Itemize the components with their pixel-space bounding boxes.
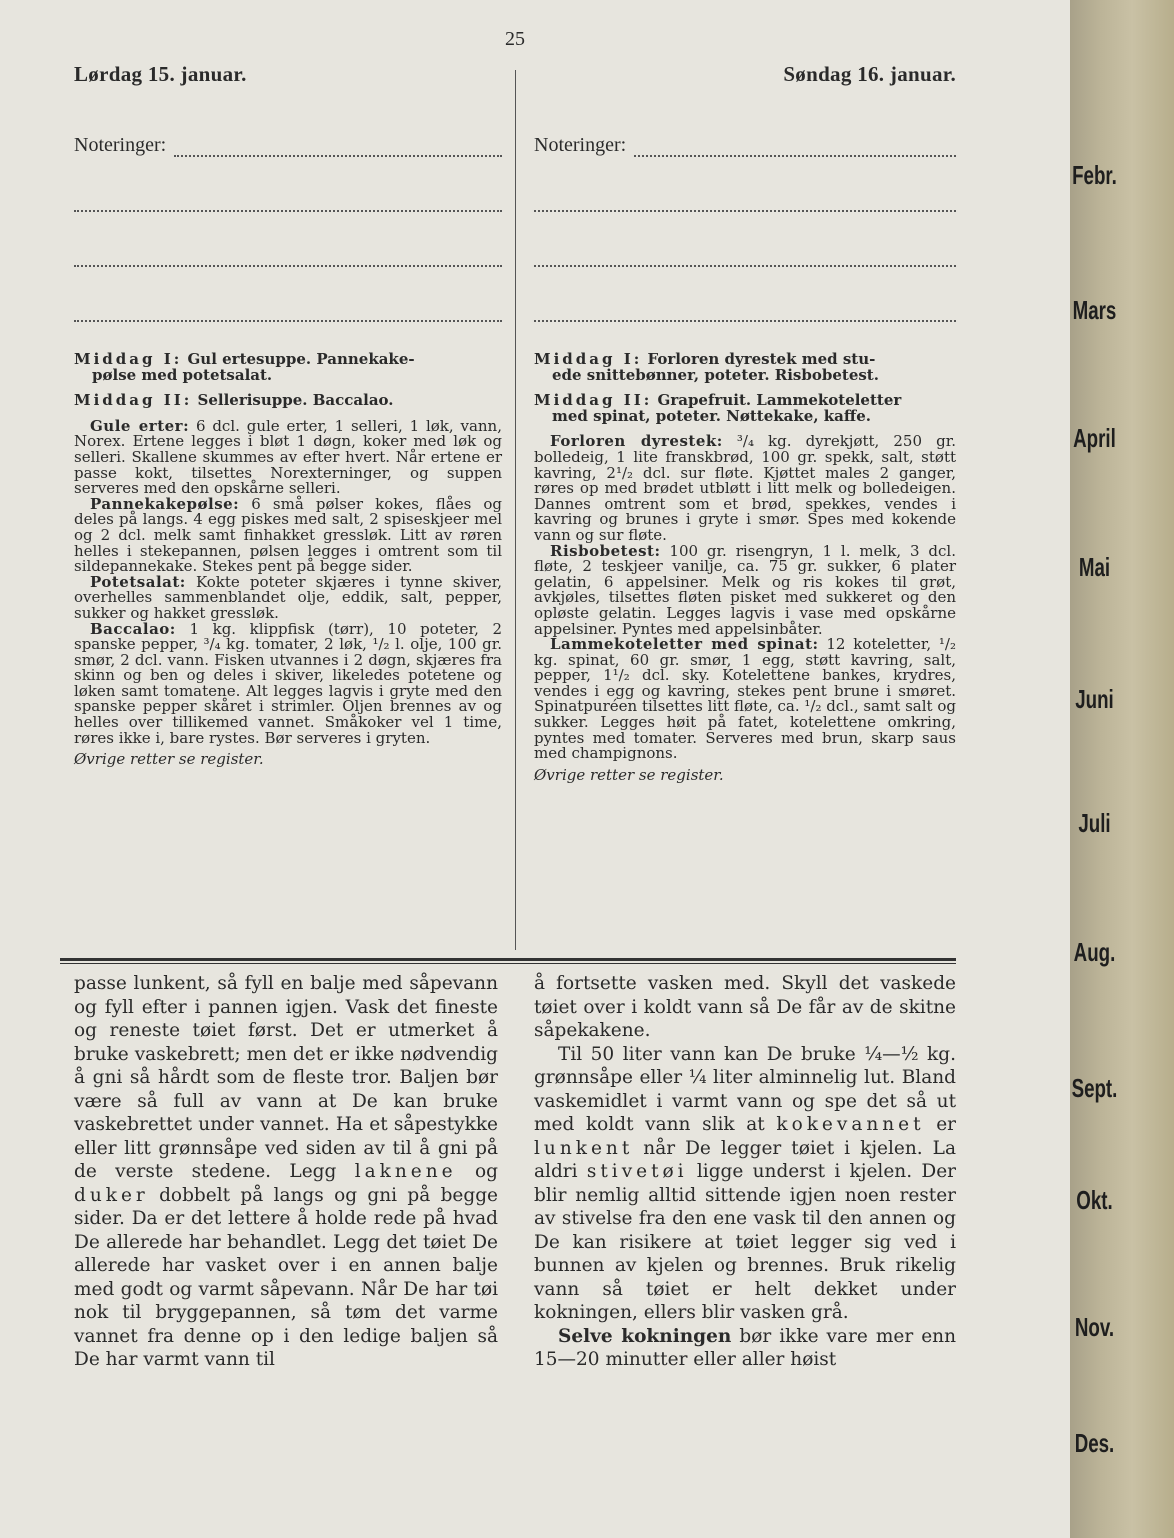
tab-july[interactable]: Juli	[1078, 808, 1111, 838]
recipe: Pannekakepølse: 6 små pølser kokes, flåes og deles på langs. 4 egg piskes med salt, 2 spiseskjeer mel og 2 dcl. melk samt finhakket gressløk. Litt av røren helles i stekepannen, pølsen legges i omtrent som til sildepannekake. Stekes pent på begge sider.	[74, 494, 502, 576]
tab-december[interactable]: Des.	[1074, 1428, 1115, 1458]
recipe: Potetsalat: Kokte poteter skjæres i tynne skiver, overhelles sammenblandet olje, eddik, salt, pepper, sukker og hakket gressløk.	[74, 572, 502, 622]
notes-dotted-line	[534, 227, 956, 267]
tab-may[interactable]: Mai	[1078, 552, 1111, 582]
section-rule	[60, 963, 956, 964]
saturday-menus	[74, 352, 502, 768]
tab-october[interactable]: Okt.	[1076, 1185, 1113, 1215]
notes-dotted-line	[174, 141, 502, 157]
section-rule	[60, 958, 956, 961]
paragraph: passe lunkent, så fyll en balje med såpevann og fyll efter i pannen igjen. Vask det fineste og reneste tøiet først. Det er utmerket å bruke vaskebrett; men det er ikke nødvendig å gni så hårdt som de fleste tror. Baljen bør være så full av vann at De kan bruke vaskebrettet under vannet. Ha et såpestykke eller litt grønnsåpe ved siden av til å gni på de verste stedene. Legg laknene og duker dobbelt på langs og gni på begge sider. Da er det lettere å holde rede på hvad De allerede har behandlet. Legg det tøiet De allerede har vasket over i en annen balje med godt og varmt såpevann. Når De har tøi nok til bryggepannen, så tøm det varme vannet fra denne op i den ledige baljen så De har varmt vann til	[74, 973, 498, 1370]
body-text-right	[534, 972, 956, 1372]
sunday-section	[534, 62, 956, 322]
recipe: Forloren dyrestek: ³/₄ kg. dyrekjøtt, 250 gr. bolledeig, 1 lite franskbrød, 100 gr. spekk, salt, støtt kavring, 2¹/₂ dcl. sur fløte. Kjøttet males 2 ganger, røres op med brødet utbløtt i litt melk og bolledeigen. Dannes omtrent som et brød, spekkes, vendes i kavring og brunes i gryte i smør. Spes med kokende vann og sur fløte.	[534, 432, 956, 544]
sunday-menus	[534, 352, 956, 783]
middag-1: Middag I: Forloren dyrestek med stu- ede snittebønner, poteter. Risbobetest.	[534, 350, 879, 384]
recipe: Gule erter: 6 dcl. gule erter, 1 selleri, 1 løk, vann, Norex. Ertene legges i bløt 1 døgn, koker med løk og selleri. Skallene skummes av efter hvert. Når ertene er passe kokt, tilsettes Norexterninger, og suppen serveres med den opskårne selleri.	[74, 416, 502, 498]
notes-dotted-line	[74, 227, 502, 267]
paragraph: Selve kokningen bør ikke vare mer enn 15—20 minutter eller aller høist	[534, 1325, 956, 1370]
notes-dotted-line	[534, 282, 956, 322]
recipe: Baccalao: 1 kg. klippfisk (tørr), 10 poteter, 2 spanske pepper, ³/₄ kg. tomater, 2 løk, ¹/₂ l. olje, 100 gr. smør, 2 dcl. vann. Fisken utvannes i 2 døgn, skjæres fra skinn og ben og deles i skiver, likeledes potetene og løken samt tomatene. Alt legges lagvis i gryte med den spanske pepper skåret i strimler. Oljen brennes av og helles over tillikemed vannet. Småkoker vel 1 time, røres ikke i, bare rystes. Bør serveres i gryten.	[74, 619, 502, 747]
column-divider	[515, 70, 516, 950]
month-index-tabs	[1070, 0, 1174, 1538]
tab-november[interactable]: Nov.	[1074, 1312, 1115, 1342]
notes-label: Noteringer:	[74, 134, 167, 156]
saturday-notes	[74, 134, 502, 157]
body-text-left	[74, 972, 498, 1372]
middag-1: Middag I: Gul ertesuppe. Pannekake- pølse med potetsalat.	[74, 350, 415, 384]
recipe-list	[74, 416, 502, 747]
recipe: Risbobetest: 100 gr. risengryn, 1 l. melk, 3 dcl. fløte, 2 teskjeer vanilje, ca. 75 gr. sukker, 6 plater gelatin, 6 appelsiner. Melk og ris kokes til grøt, avkjøles, tilsettes fløten pisket med sukkeret og den opløste gelatin. Legges lagvis i vase med opskårne appelsiner. Pyntes med appelsinbåter.	[534, 541, 956, 638]
page-number: 25	[505, 28, 525, 50]
middag-2: Middag II: Grapefruit. Lammekoteletter med spinat, poteter. Nøttekake, kaffe.	[534, 391, 902, 425]
other-dishes-note: Øvrige retter se register.	[74, 750, 264, 769]
sunday-notes	[534, 134, 956, 157]
paragraph: Til 50 liter vann kan De bruke ¼—½ kg. grønnsåpe eller ¼ liter alminnelig lut. Bland vaskemidlet i varmt vann og spe det så ut med koldt vann slik at kokevannet er lunkent når De legger tøiet i kjelen. La aldri stivetøi ligge underst i kjelen. Der blir nemlig alltid sittende igjen noen rester av stivelse fra den ene vask til den annen og De kan risikere at tøiet legger sig ved i bunnen av kjelen og brennes. Bruk rikelig vann så tøiet er helt dekket under kokningen, ellers blir vasken grå.	[534, 1043, 956, 1323]
tab-june[interactable]: Juni	[1075, 684, 1114, 714]
notes-dotted-line	[74, 282, 502, 322]
tab-february[interactable]: Febr.	[1072, 160, 1117, 190]
paragraph: å fortsette vasken med. Skyll det vaskede tøiet over i koldt vann så De får av de skitne såpekakene.	[534, 973, 956, 1041]
notes-dotted-line	[74, 172, 502, 212]
other-dishes-note: Øvrige retter se register.	[534, 765, 724, 784]
tab-september[interactable]: Sept.	[1071, 1073, 1118, 1103]
tab-august[interactable]: Aug.	[1073, 937, 1116, 967]
saturday-heading: Lørdag 15. januar.	[74, 62, 247, 86]
notes-dotted-line	[634, 141, 956, 157]
recipe: Lammekoteletter med spinat: 12 koteletter, ¹/₂ kg. spinat, 60 gr. smør, 1 egg, støtt kavring, salt, pepper, 1¹/₂ dcl. sky. Kotelettene bankes, krydres, vendes i egg og kavring, stekes pent brune i smøret. Spinatpuréen tilsettes litt fløte, ca. ¹/₂ dcl., samt salt og sukker. Legges høit på fatet, kotelettene omkring, pyntes med tomater. Serveres med brun, skarp saus med champignons.	[534, 635, 956, 763]
sunday-heading: Søndag 16. januar.	[783, 62, 956, 86]
notes-label: Noteringer:	[534, 134, 627, 156]
tab-march[interactable]: Mars	[1072, 295, 1117, 325]
notes-dotted-line	[534, 172, 956, 212]
tab-april[interactable]: April	[1073, 423, 1116, 453]
middag-2: Middag II: Sellerisuppe. Baccalao.	[74, 391, 394, 410]
recipe-list	[534, 434, 956, 761]
saturday-section	[74, 62, 502, 322]
